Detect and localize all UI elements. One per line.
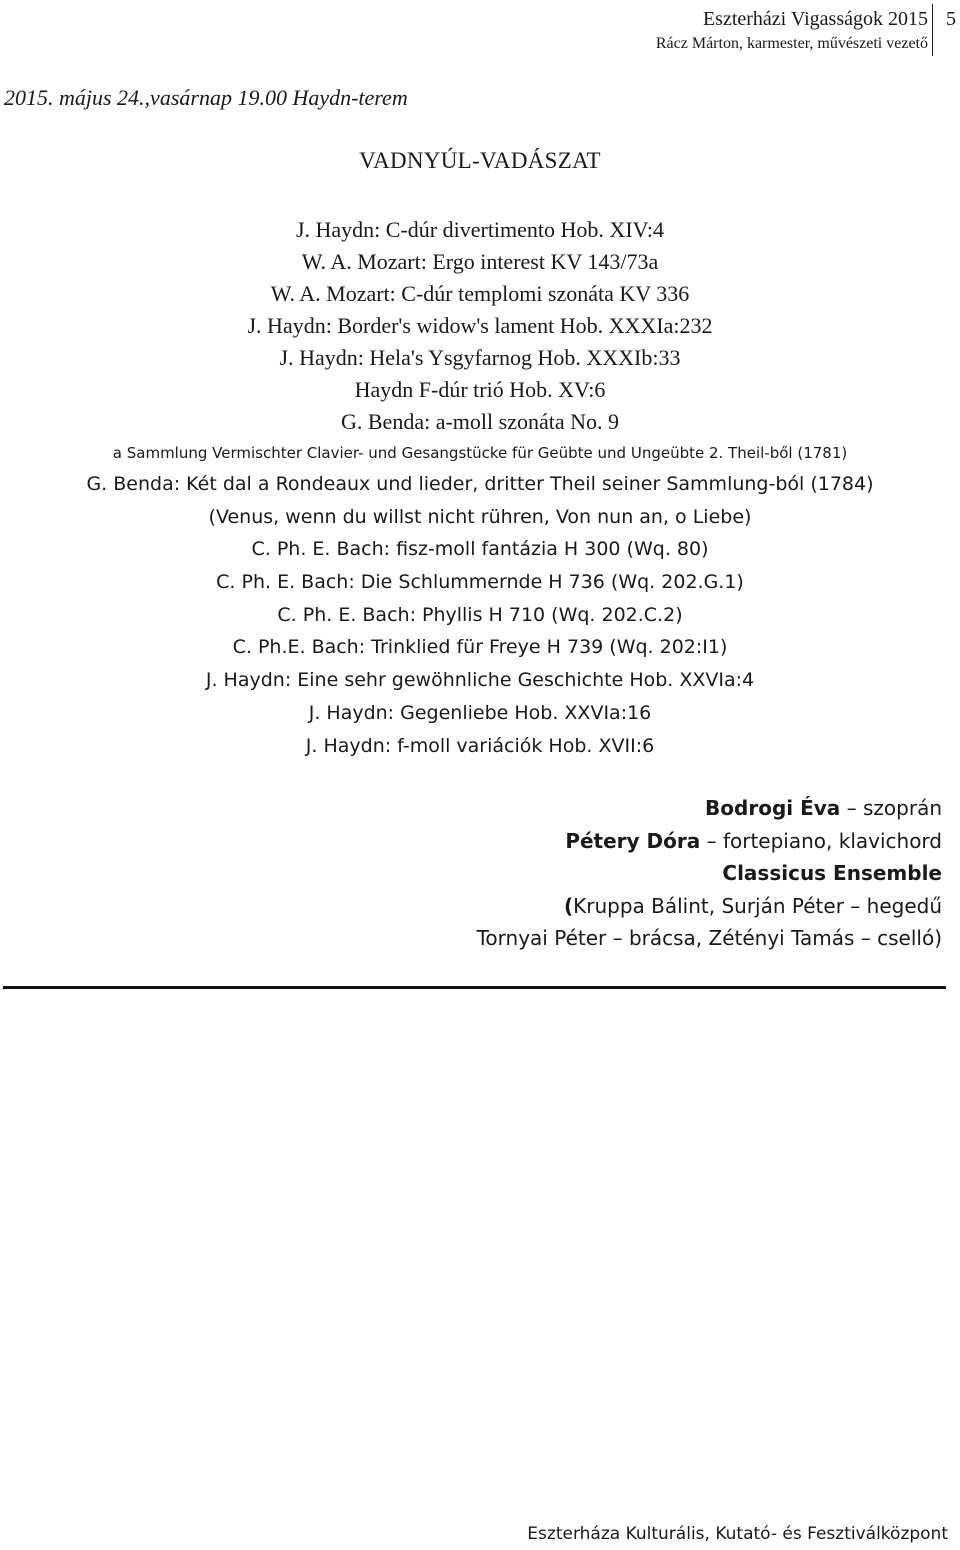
- program-item-note: a Sammlung Vermischter Clavier- und Gesangstücke für Geübte und Ungeübte 2. Theil-ből (1781): [112, 444, 848, 462]
- program-item: J. Haydn: Hela's Ysgyfarnog Hob. XXXIb:33: [279, 345, 681, 370]
- program-item: J. Haydn: Eine sehr gewöhnliche Geschichte Hob. XXVIa:4: [205, 669, 755, 692]
- program-item: G. Benda: Két dal a Rondeaux und lieder, dritter Theil seiner Sammlung-ból (1784): [86, 473, 874, 495]
- members-line-1: Kruppa Bálint, Surján Péter – hegedű: [573, 893, 942, 918]
- page-footer: Eszterháza Kulturális, Kutató- és Fesztiválközpont: [527, 1524, 948, 1544]
- program-item: (Venus, wenn du willst nicht rühren, Von nun an, o Liebe): [208, 505, 752, 528]
- pianist-role: – fortepiano, klavichord: [700, 828, 942, 853]
- concert-date: 2015. május 24.,vasárnap 19.00 Haydn-terem: [4, 85, 408, 110]
- program-item: Haydn F-dúr trió Hob. XV:6: [354, 377, 606, 402]
- page-header: [0, 4, 960, 56]
- header-divider: [932, 4, 933, 56]
- concert-title: VADNYÚL-VADÁSZAT: [359, 148, 601, 173]
- singer-role: – szoprán: [840, 796, 942, 820]
- ensemble-name: Classicus Ensemble: [722, 861, 942, 885]
- program-item: J. Haydn: C-dúr divertimento Hob. XIV:4: [295, 217, 665, 242]
- program-item: C. Ph. E. Bach: Phyllis H 710 (Wq. 202.C.2): [277, 603, 683, 626]
- program-item: C. Ph.E. Bach: Trinklied für Freye H 739 (Wq. 202:I1): [232, 636, 728, 659]
- program-item: J. Haydn: Border's widow's lament Hob. XXXIa:232: [247, 313, 713, 338]
- program-item: J. Haydn: f-moll variációk Hob. XVII:6: [305, 734, 655, 757]
- program-item: W. A. Mozart: C-dúr templomi szonáta KV 336: [270, 281, 690, 306]
- program-item: C. Ph. E. Bach: Die Schlummernde H 736 (Wq. 202.G.1): [216, 571, 744, 594]
- program-list: [0, 214, 960, 762]
- header-subtitle: Rácz Márton, karmester, művészeti vezető: [655, 35, 928, 52]
- header-text: [656, 6, 928, 56]
- program-item: C. Ph. E. Bach: fisz-moll fantázia H 300 (Wq. 80): [251, 538, 709, 561]
- section-divider: [3, 986, 946, 989]
- program-item: G. Benda: a-moll szonáta No. 9: [341, 409, 619, 434]
- program-item: W. A. Mozart: Ergo interest KV 143/73a: [301, 249, 659, 274]
- members-open-paren: (: [563, 893, 574, 918]
- performers-block: [477, 792, 942, 955]
- performer-pianist: [477, 825, 942, 858]
- header-title: Eszterházi Vigasságok 2015: [702, 8, 928, 30]
- performer-singer: [477, 792, 942, 825]
- ensemble-members-1: [477, 890, 942, 923]
- page-number: 5: [946, 8, 956, 30]
- singer-name: Bodrogi Éva: [705, 796, 841, 820]
- ensemble-members-2: Tornyai Péter – brácsa, Zétényi Tamás – cselló): [476, 926, 942, 950]
- program-item: J. Haydn: Gegenliebe Hob. XXVIa:16: [308, 701, 652, 724]
- pianist-name: Pétery Dóra: [565, 828, 701, 853]
